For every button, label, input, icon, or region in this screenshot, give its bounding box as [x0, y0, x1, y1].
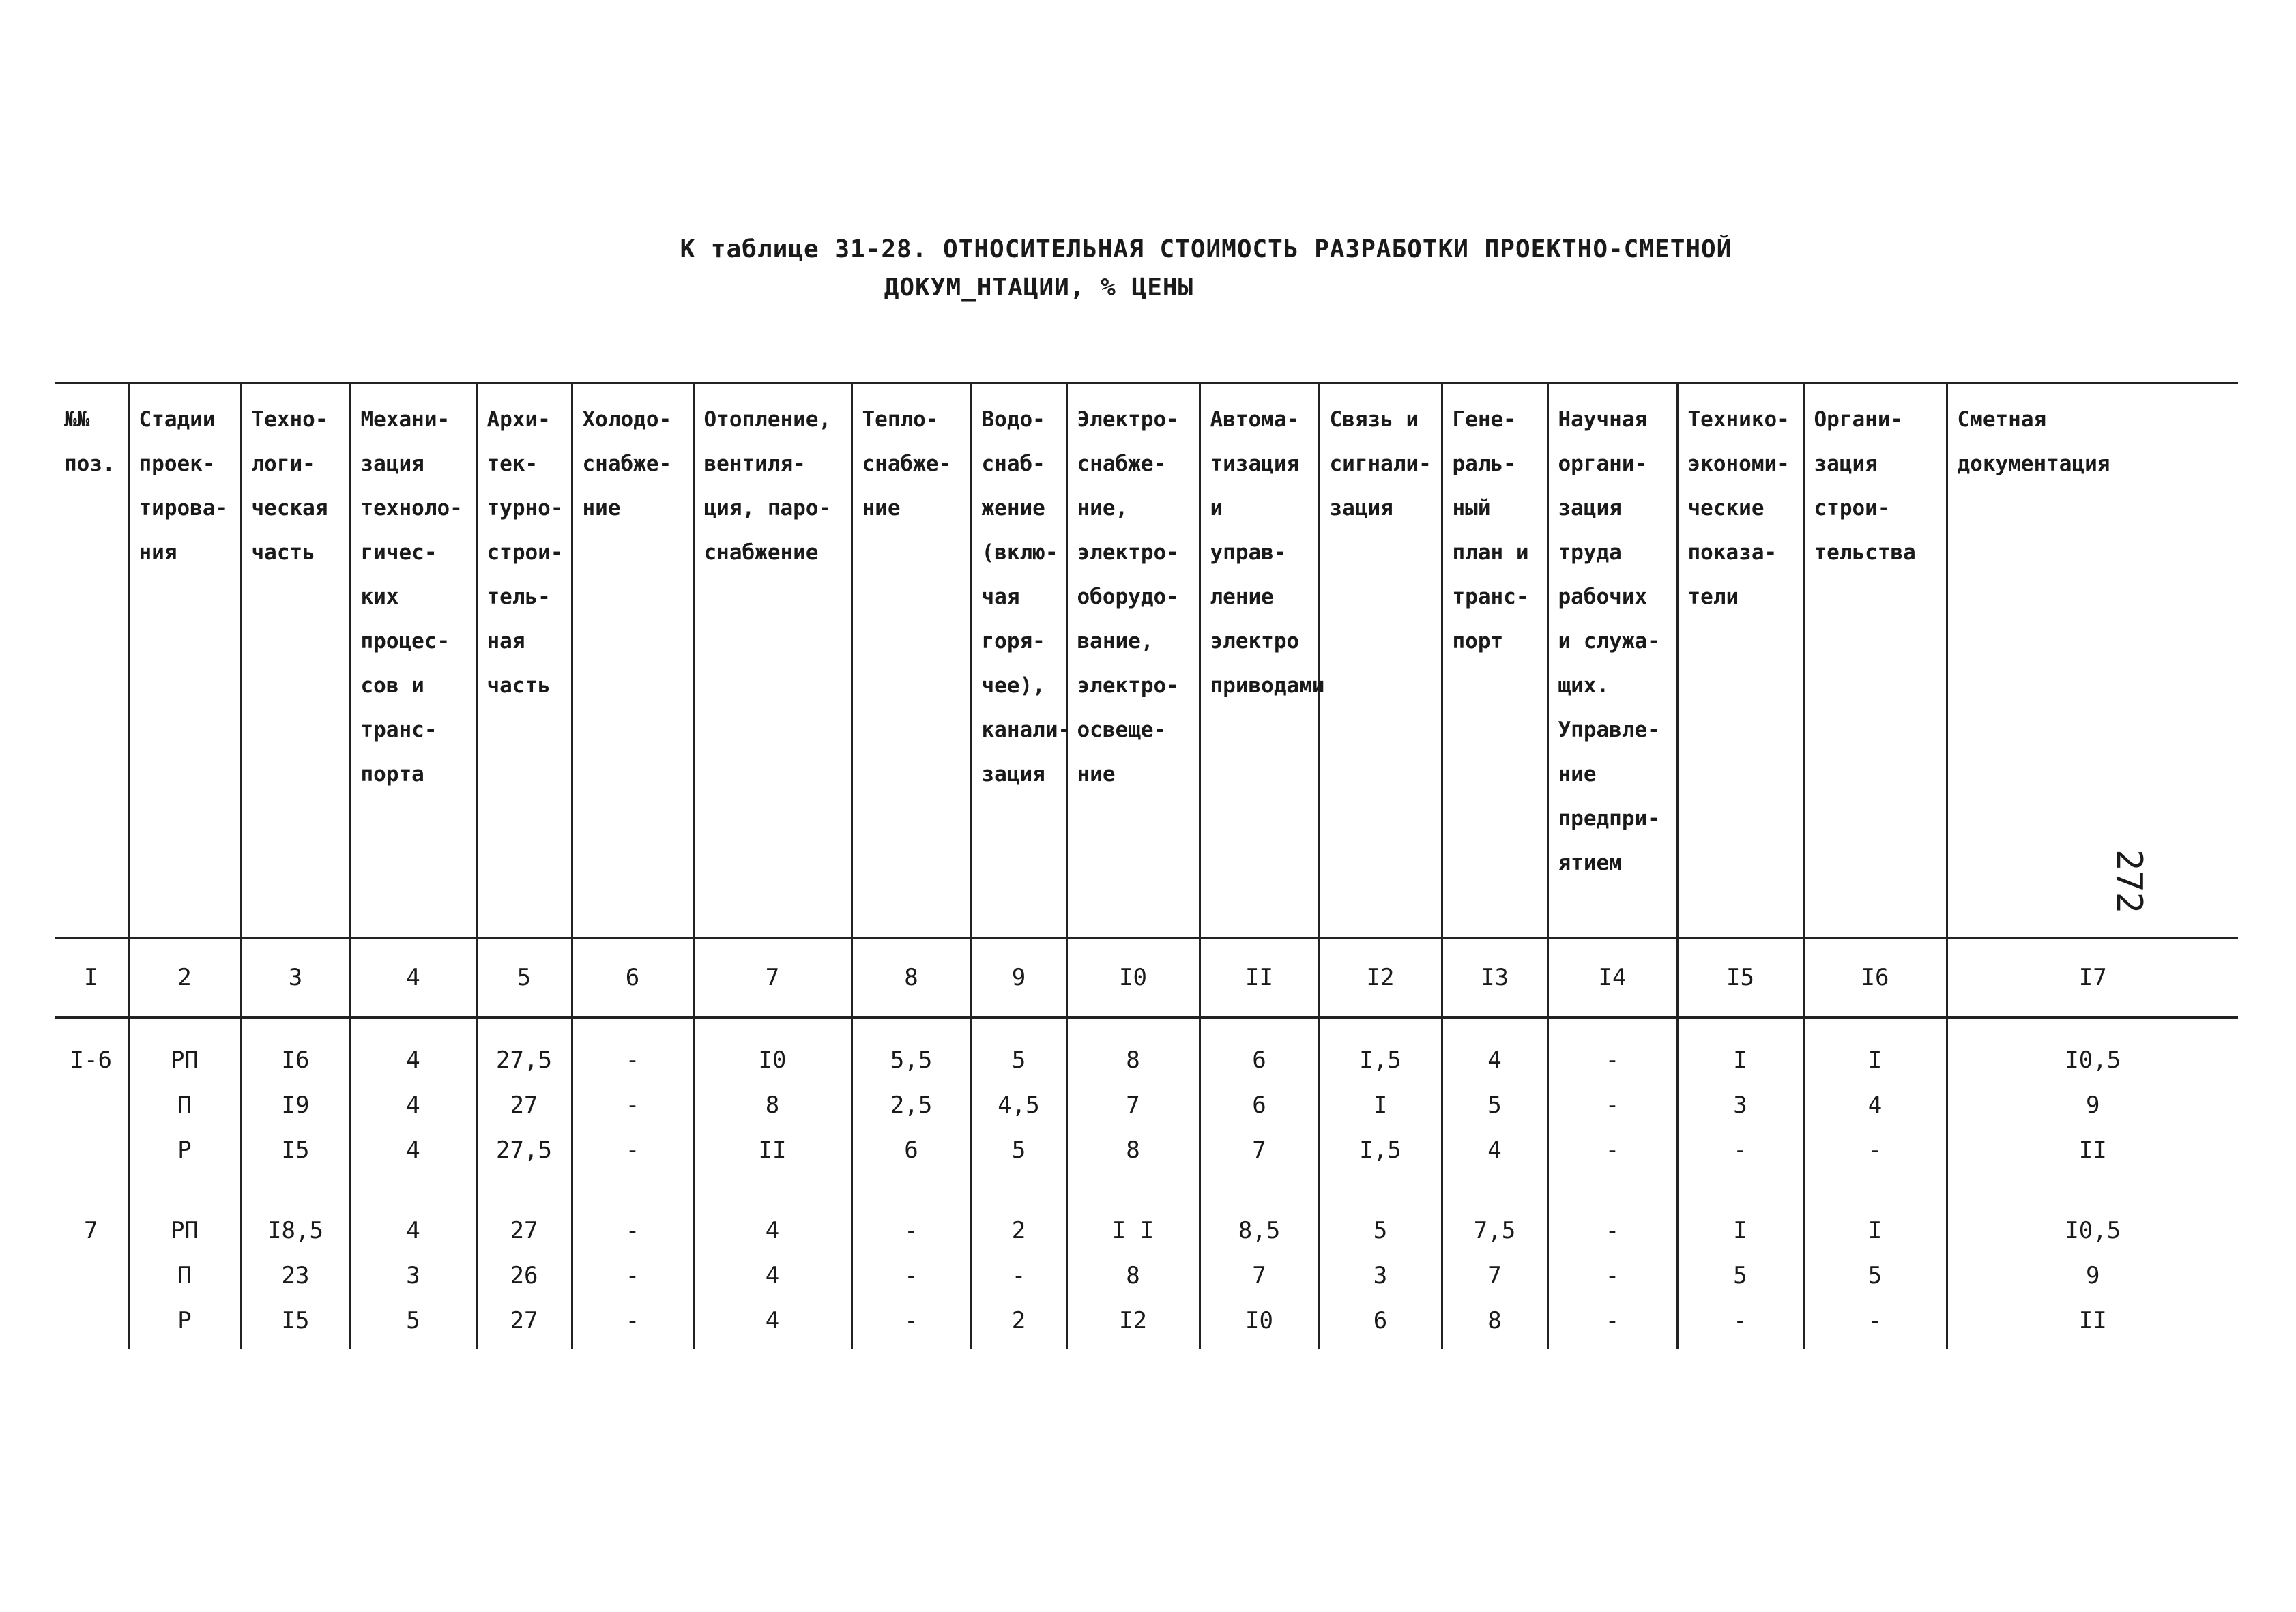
value-cell: I5: [241, 1128, 350, 1173]
column-number: II: [1200, 938, 1319, 1017]
header-cell: Гене- раль- ный план и транс- порт: [1442, 383, 1547, 939]
spacer-cell: [971, 1173, 1066, 1208]
value-cell: 5,5: [852, 1017, 971, 1083]
table-row: [55, 1253, 2238, 1298]
value-cell: 4: [1803, 1083, 1947, 1128]
spacer-cell: [55, 1173, 128, 1208]
value-cell: I I: [1066, 1208, 1200, 1253]
header-cell: Технико- экономи- ческие показа- тели: [1677, 383, 1803, 939]
spacer-cell: [1319, 1173, 1442, 1208]
value-cell: -: [1547, 1128, 1677, 1173]
column-number: 5: [476, 938, 572, 1017]
value-cell: 7,5: [1442, 1208, 1547, 1253]
value-cell: -: [1547, 1083, 1677, 1128]
value-cell: I: [1803, 1208, 1947, 1253]
value-cell: 5: [1803, 1253, 1947, 1298]
value-cell: I,5: [1319, 1017, 1442, 1083]
header-cell: №№ поз.: [55, 383, 128, 939]
value-cell: -: [1803, 1298, 1947, 1349]
value-cell: -: [572, 1253, 693, 1298]
column-number: 6: [572, 938, 693, 1017]
header-cell: Стадии проек- тирова- ния: [128, 383, 241, 939]
value-cell: 5: [971, 1128, 1066, 1173]
spacer-cell: [1066, 1173, 1200, 1208]
header-cell: Техно- логи- ческая часть: [241, 383, 350, 939]
value-cell: 7: [1066, 1083, 1200, 1128]
value-cell: 27,5: [476, 1017, 572, 1083]
value-cell: 27,5: [476, 1128, 572, 1173]
value-cell: 5: [1677, 1253, 1803, 1298]
value-cell: 4: [1442, 1128, 1547, 1173]
value-cell: 8: [1442, 1298, 1547, 1349]
value-cell: -: [572, 1083, 693, 1128]
header-cell: Водо- снаб- жение (вклю- чая горя- чее), канали- зация: [971, 383, 1066, 939]
value-cell: 23: [241, 1253, 350, 1298]
stage-cell: П: [128, 1083, 241, 1128]
value-cell: I: [1677, 1208, 1803, 1253]
table-row: [55, 1017, 2238, 1083]
stage-cell: РП: [128, 1208, 241, 1253]
value-cell: 6: [1319, 1298, 1442, 1349]
page-number: 272: [2108, 849, 2149, 913]
table-row: [55, 1083, 2238, 1128]
value-cell: 4: [693, 1298, 852, 1349]
value-cell: 6: [1200, 1083, 1319, 1128]
column-number: I0: [1066, 938, 1200, 1017]
value-cell: -: [1547, 1017, 1677, 1083]
value-cell: -: [572, 1017, 693, 1083]
value-cell: 4: [350, 1128, 476, 1173]
value-cell: 4: [350, 1017, 476, 1083]
value-cell: 3: [1319, 1253, 1442, 1298]
value-cell: -: [1547, 1208, 1677, 1253]
spacer-cell: [350, 1173, 476, 1208]
spacer-cell: [241, 1173, 350, 1208]
value-cell: 8,5: [1200, 1208, 1319, 1253]
position-cell: [55, 1083, 128, 1128]
value-cell: I8,5: [241, 1208, 350, 1253]
value-cell: -: [971, 1253, 1066, 1298]
value-cell: 9: [1947, 1083, 2238, 1128]
position-cell: [55, 1128, 128, 1173]
spacer-cell: [1442, 1173, 1547, 1208]
spacer-cell: [1947, 1173, 2238, 1208]
table-row: [55, 1208, 2238, 1253]
column-number: 8: [852, 938, 971, 1017]
header-cell: Научная органи- зация труда рабочих и служа- щих. Управле- ние предпри- ятием: [1547, 383, 1677, 939]
value-cell: 7: [1200, 1253, 1319, 1298]
column-number: I: [55, 938, 128, 1017]
value-cell: -: [1803, 1128, 1947, 1173]
header-cell: Механи- зация техноло- гичес- ких процес- сов и транс- порта: [350, 383, 476, 939]
value-cell: 2,5: [852, 1083, 971, 1128]
header-cell: Органи- зация строи- тельства: [1803, 383, 1947, 939]
column-number: I2: [1319, 938, 1442, 1017]
header-cell: Автома- тизация и управ- ление электро приводами: [1200, 383, 1319, 939]
title-line-2: ДОКУМ_НТАЦИИ, % ЦЕНЫ: [884, 274, 1194, 302]
value-cell: 4: [350, 1208, 476, 1253]
value-cell: -: [572, 1208, 693, 1253]
value-cell: 27: [476, 1298, 572, 1349]
value-cell: 4: [350, 1083, 476, 1128]
value-cell: 6: [852, 1128, 971, 1173]
spacer-cell: [1677, 1173, 1803, 1208]
value-cell: -: [1547, 1253, 1677, 1298]
value-cell: 26: [476, 1253, 572, 1298]
column-number: I6: [1803, 938, 1947, 1017]
value-cell: 5: [971, 1017, 1066, 1083]
column-number: I5: [1677, 938, 1803, 1017]
stage-cell: П: [128, 1253, 241, 1298]
value-cell: 4: [693, 1208, 852, 1253]
value-cell: I: [1319, 1083, 1442, 1128]
value-cell: 5: [1442, 1083, 1547, 1128]
column-number: 7: [693, 938, 852, 1017]
value-cell: 8: [693, 1083, 852, 1128]
value-cell: -: [572, 1298, 693, 1349]
header-cell: Отопление, вентиля- ция, паро- снабжение: [693, 383, 852, 939]
value-cell: 8: [1066, 1017, 1200, 1083]
value-cell: -: [852, 1253, 971, 1298]
spacer-cell: [572, 1173, 693, 1208]
value-cell: 8: [1066, 1128, 1200, 1173]
value-cell: I0: [693, 1017, 852, 1083]
spacer-cell: [1200, 1173, 1319, 1208]
column-number: 2: [128, 938, 241, 1017]
spacer-cell: [1547, 1173, 1677, 1208]
position-cell: 7: [55, 1208, 128, 1253]
value-cell: I5: [241, 1298, 350, 1349]
value-cell: 3: [350, 1253, 476, 1298]
column-number: 3: [241, 938, 350, 1017]
value-cell: 27: [476, 1208, 572, 1253]
value-cell: I6: [241, 1017, 350, 1083]
header-cell: Холодо- снабже- ние: [572, 383, 693, 939]
spacer-cell: [693, 1173, 852, 1208]
value-cell: 2: [971, 1298, 1066, 1349]
value-cell: 3: [1677, 1083, 1803, 1128]
value-cell: I: [1677, 1017, 1803, 1083]
value-cell: I0: [1200, 1298, 1319, 1349]
value-cell: 6: [1200, 1017, 1319, 1083]
value-cell: I0,5: [1947, 1017, 2238, 1083]
header-cell: Электро- снабже- ние, электро- оборудо- вание, электро- освеще- ние: [1066, 383, 1200, 939]
cost-table: [55, 382, 2238, 1349]
position-cell: [55, 1253, 128, 1298]
value-cell: I0,5: [1947, 1208, 2238, 1253]
stage-cell: РП: [128, 1017, 241, 1083]
value-cell: I9: [241, 1083, 350, 1128]
column-number: I4: [1547, 938, 1677, 1017]
header-cell: Сметная документация: [1947, 383, 2238, 939]
value-cell: 8: [1066, 1253, 1200, 1298]
spacer-cell: [128, 1173, 241, 1208]
value-cell: -: [572, 1128, 693, 1173]
value-cell: -: [1677, 1298, 1803, 1349]
column-number: 4: [350, 938, 476, 1017]
stage-cell: Р: [128, 1128, 241, 1173]
value-cell: I2: [1066, 1298, 1200, 1349]
value-cell: 7: [1442, 1253, 1547, 1298]
value-cell: 5: [1319, 1208, 1442, 1253]
column-number: 9: [971, 938, 1066, 1017]
spacer-cell: [476, 1173, 572, 1208]
value-cell: I,5: [1319, 1128, 1442, 1173]
value-cell: II: [693, 1128, 852, 1173]
position-cell: [55, 1298, 128, 1349]
column-number-row: [55, 938, 2238, 1017]
header-cell: Архи- тек- турно- строи- тель- ная часть: [476, 383, 572, 939]
header-row: [55, 383, 2238, 939]
value-cell: 9: [1947, 1253, 2238, 1298]
spacer-cell: [852, 1173, 971, 1208]
value-cell: -: [1677, 1128, 1803, 1173]
value-cell: -: [852, 1298, 971, 1349]
spacer-cell: [1803, 1173, 1947, 1208]
value-cell: 5: [350, 1298, 476, 1349]
value-cell: 7: [1200, 1128, 1319, 1173]
value-cell: 4: [693, 1253, 852, 1298]
value-cell: 2: [971, 1208, 1066, 1253]
column-number: I3: [1442, 938, 1547, 1017]
value-cell: -: [852, 1208, 971, 1253]
title-line-1: К таблице 31-28. ОТНОСИТЕЛЬНАЯ СТОИМОСТЬ РАЗРАБОТКИ ПРОЕКТНО-СМЕТНОЙ: [680, 235, 1732, 263]
stage-cell: Р: [128, 1298, 241, 1349]
table-title: [0, 231, 2296, 307]
value-cell: 27: [476, 1083, 572, 1128]
value-cell: 4,5: [971, 1083, 1066, 1128]
value-cell: -: [1547, 1298, 1677, 1349]
position-cell: I-6: [55, 1017, 128, 1083]
header-cell: Связь и сигнали- зация: [1319, 383, 1442, 939]
table-row: [55, 1298, 2238, 1349]
table-body: [55, 1017, 2238, 1349]
value-cell: I: [1803, 1017, 1947, 1083]
table-row: [55, 1128, 2238, 1173]
header-cell: Тепло- снабже- ние: [852, 383, 971, 939]
column-number: I7: [1947, 938, 2238, 1017]
value-cell: II: [1947, 1128, 2238, 1173]
value-cell: 4: [1442, 1017, 1547, 1083]
value-cell: II: [1947, 1298, 2238, 1349]
group-spacer: [55, 1173, 2238, 1208]
